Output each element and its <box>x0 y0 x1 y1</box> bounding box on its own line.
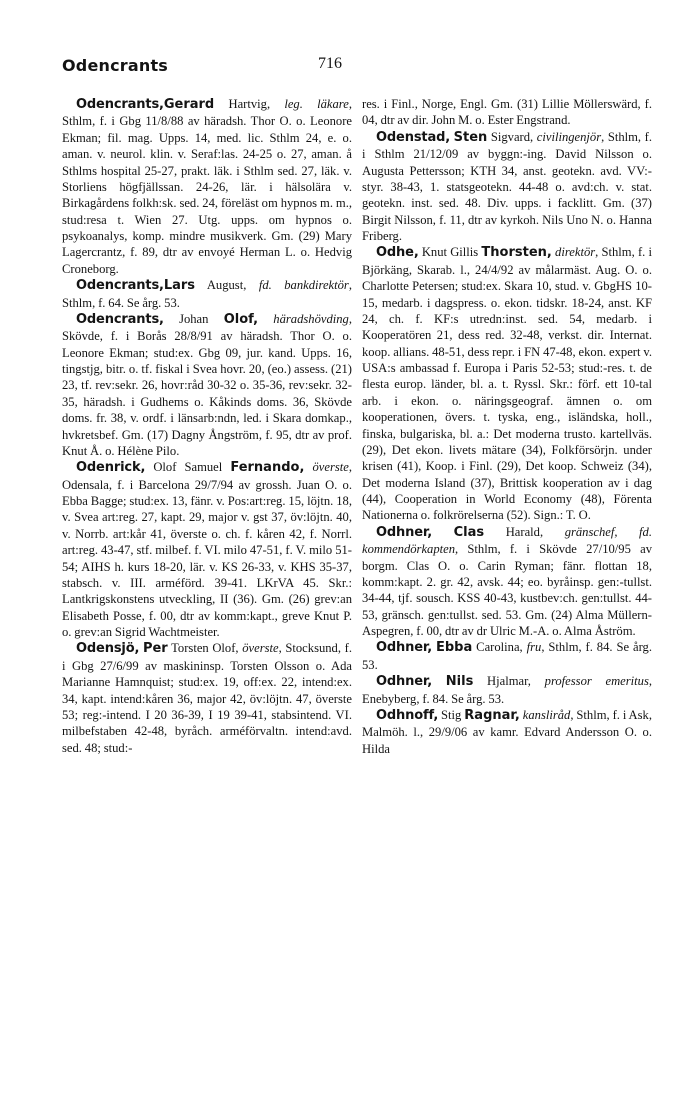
entry-call-name: Lars <box>163 278 196 294</box>
entry-call-name: Ragnar, <box>464 707 520 723</box>
entry-continuation: res. i Finl., Norge, Engl. Gm. (31) Lillie Möllerswärd, f. 04, dtr av dir. John M. o. Ester Engstrand. <box>362 97 652 128</box>
entry-surname: Odhner, <box>376 524 433 540</box>
entry-title: överste <box>312 460 349 475</box>
entry-body: , Sthlm, f. i Björkäng, Skarab. l., 24/4/92 av målarmäst. Aug. O. o. Charlotte Petersen; stud:ex. Skara 10, stud. v. GbgHS 10-15, medarb. i dagspress. o. ekon. tidskr. 18-24, anst. KF 24, ch. f. KF:s utredn:inst. sed. 54, medarb. i Kooperatören 21, dess red. 32-48, verkst. dir. Internat. koop. allians. 48-51, dess repr. i FN 47-48, ekon. expert v. USA:s ambassad f. Europa i Paris 52-53; stud:-res. t. de flesta europ. länder, bl. a. t. Ryssl. Skr.: förf. ett 10-tal arb. i ekon. o. näringsgeograf. ämnen o. om kooperationen, övers. t. tyska, eng., isländska, holl., finska, bulgariska, bl. a.: Det moderna trusto. kartellväs. (29), Det ekon. livets mätare (34), Folkförsörjn. under krisen (41), Koop. i Finl. (29), Det koop. Schweiz (34), Det moderna Island (37), Brittisk kooperation av i dag (44), Cooperation in World Economy (48), Förenta Nationerna o. folkrörelserna (52). Sign.: T. O. <box>362 245 652 523</box>
entry-odencrants-gerard <box>62 96 352 277</box>
entry-odenstad-sten <box>362 129 652 245</box>
entry-body: , Sthlm, f. 64. Se årg. 53. <box>62 278 352 310</box>
entry-surname: Odenrick, <box>76 460 146 476</box>
entry-given-names-rest: Hjalmar, <box>473 674 545 689</box>
entry-title: överste <box>242 641 279 656</box>
entry-odhner-ebba <box>362 639 652 673</box>
entry-odhner-nils <box>362 673 652 707</box>
entry-call-name: Nils <box>445 674 474 690</box>
entry-title: fru <box>526 640 542 655</box>
entry-given-names-rest: Torsten Olof, <box>167 641 243 656</box>
entry-body: , Stocksund, f. i Gbg 27/6/99 av maskininsp. Torsten Olsson o. Ada Marianne Hamnquist; stud:ex. 19, off:ex. 22, intend:ex. 34, kapt. intend:kåren 36, major 42, öv:löjtn. 47, överste 53; reg:-intend. I 20 36-39, I 19 39-41, stabsintend. VI. milbefstaben 42-48, byråch. arméförvaltn. intend:avd. sed. 48; stud:- <box>62 641 352 755</box>
entry-odhe-thorsten <box>362 244 652 523</box>
entry-title: direktör <box>555 245 596 260</box>
left-column <box>62 96 352 756</box>
entry-odhner-clas <box>362 524 652 640</box>
entry-title: professor emeritus <box>544 674 649 689</box>
entry-call-name: Sten <box>453 129 488 145</box>
entry-given-names <box>432 525 454 539</box>
page-number: 716 <box>318 55 342 72</box>
entry-given-names-rest: Hartvig, <box>214 97 285 111</box>
entry-odencrants-lars <box>62 277 352 311</box>
running-head: Odencrants <box>62 56 169 75</box>
entry-call-name: Olof, <box>223 311 259 327</box>
entry-body: , Sthlm, f. i Skövde 27/10/95 av borgm. Clas O. o. Carin Ryman; fänr. flottan 18, komm:kapt. 2. gr. 42, avsk. 44; eo. byråinsp. gen:-tullst. 34-44, tjf. sousch. KSS 40-43, kustbev:ch. gen:tullst. 44-53, gränsch. gen:tullst. sed. 53. Gm. (24) Alma Müllern-Aspegren, f. 00, dtr av dr Ulric M.-A. o. Alma Åström. <box>362 542 652 638</box>
entry-given-names-rest <box>258 312 273 326</box>
entry-title: kansliråd <box>522 707 571 722</box>
entry-body: , Sthlm, f. i Gbg 11/8/88 av häradsh. Thor O. o. Leonore Ekman; fil. mag. Upps. 14, med. lic. Sthlm 24, e. o. aman. v. neurol. klin. v. Seraf:las. 24-25 o. 27, aman. å Sthlms hospital 25-27, prakt. läk. i Sthlm sed. 27, läk. v. Storliens högfjällssan. 24-26, lär. i hälsolära v. Birkagårdens folkh:sk. sed. 24, föreläst om hypnos m. m., stud:resa t. Wien 27. Utg. upps. om hypnos o. psykoanalys, komp. mindre musikverk. Gm. (29) Mary Lagercrantz, f. 89, dtr av envoyé Herman L. o. Hedvig Croneborg. <box>62 97 352 276</box>
entry-title: civilingenjör <box>536 129 602 144</box>
entry-call-name: Ebba <box>436 640 473 656</box>
entry-call-name: Clas <box>453 524 485 540</box>
entry-surname: Odhner, <box>376 674 433 690</box>
entry-given-names: Olof Samuel <box>145 460 231 475</box>
entry-given-names-rest: Harald, <box>484 524 565 539</box>
entry-title: häradshövding <box>273 311 349 326</box>
entry-call-name: Per <box>142 641 168 657</box>
entry-body: , Sthlm, f. 84. Se årg. 53. <box>362 640 652 672</box>
entry-given-names: Johan <box>163 311 224 326</box>
entry-odenrick-fernando <box>62 459 352 640</box>
entry-given-names-rest: August, <box>195 278 259 293</box>
entry-body: , Sthlm, f. i Sthlm 21/12/09 av byggn:-ing. David Nilsson o. Augusta Pettersson; KTH 34, anst. geotekn. avd. VV:-styr. 38-43, 1. statsgeotekn. 44-48 o. avd:ch. v. stat. geotekn. inst. sed. 48. Div. upps. i facklitt. Gm. (37) Birgit Nilsson, f. 11, dtr av kyrkoh. Nils Uno N. o. Hanna Friberg. <box>362 129 652 243</box>
entry-given-names <box>432 674 446 688</box>
entry-given-names-rest: Carolina, <box>472 640 527 655</box>
entry-title: leg. läkare <box>284 97 349 111</box>
entry-surname: Odhnoff, <box>376 707 439 723</box>
entry-surname: Odencrants, <box>76 311 164 327</box>
entry-body: , Enebyberg, f. 84. Se årg. 53. <box>362 674 653 706</box>
entry-surname: Odencrants, <box>76 278 164 294</box>
right-column <box>362 96 652 757</box>
entry-body: , Sthlm, f. i Ask, Malmöh. l., 29/9/06 av kamr. Edvard Andersson O. o. Hilda <box>362 707 652 756</box>
entry-body: , Odensala, f. i Barcelona 29/7/94 av grossh. Juan O. o. Ebba Bagge; stud:ex. 13, fänr. v. Pos:art:reg. 15, löjtn. 18, v. Svea art:reg. 27, kapt. 29, major v. gst 37, öv:löjtn. 40, v. Norrb. art:kår 41, överste o. ch. f. kåren 42, f. Norrl. art:reg. 43-47, stf. milbef. f. VI. milo 47-51, f. V. milo 51-54; AIHS h. kurs 18-20, lär. v. KS 26-33, v. KHS 35-37, stabsch. v. III. arméförd. 39-41. LKrVA 45. Skr.: Lantkrigskonstens utveckling, II (36). Gm. (26) grev:an Elisabeth Posse, f. 00, dtr av komm:kapt., greve Knut P. o. grev:an Sigrid Wachtmeister. <box>62 460 352 639</box>
entry-given-names: Knut Gillis <box>418 245 482 260</box>
entry-call-name: Gerard <box>163 97 215 112</box>
entry-given-names: Stig <box>438 707 465 722</box>
entry-call-name: Fernando, <box>230 460 305 476</box>
entry-surname: Odhner, <box>376 640 433 656</box>
entry-call-name: Thorsten, <box>481 245 552 261</box>
entry-surname: Odhe, <box>376 245 419 261</box>
entry-given-names-rest: Sigvard, <box>487 129 537 144</box>
entry-title: gränschef, fd. kommendörkapten <box>362 524 653 557</box>
entry-odencrants-olof <box>62 311 352 459</box>
page-header <box>0 0 680 90</box>
entry-surname: Odensjö, <box>76 641 140 657</box>
entry-surname: Odencrants, <box>76 97 164 112</box>
entry-title: fd. bankdirektör <box>258 278 349 293</box>
entry-odhnoff-ragnar <box>362 707 652 757</box>
entry-odensjo-per <box>62 640 352 756</box>
entry-surname: Odenstad, <box>376 129 451 145</box>
entry-body: , Skövde, f. i Borås 28/8/91 av häradsh. Thor O. o. Leonore Ekman; stud:ex. Gbg 09, jur. kand. Upps. 16, tingstjg, bitr. o. tf. fiskal i Svea hovr. 20, (eo.) assess. (21) 23, tf. rev:sekr. 26, hovr:råd 30-32 o. 35-36, rev:sekr. 32-35, häradsh. i Gudhems o. Kåkinds doms. 36, Skövde doms. fr. 38, v. ordf. i länsarb:ndn, led. i Skara domkap., hvkretsbef. Gm. (17) Dagny Ångström, f. 95, dtr av prof. Knut Å. o. Hélène Pilo. <box>62 311 352 458</box>
